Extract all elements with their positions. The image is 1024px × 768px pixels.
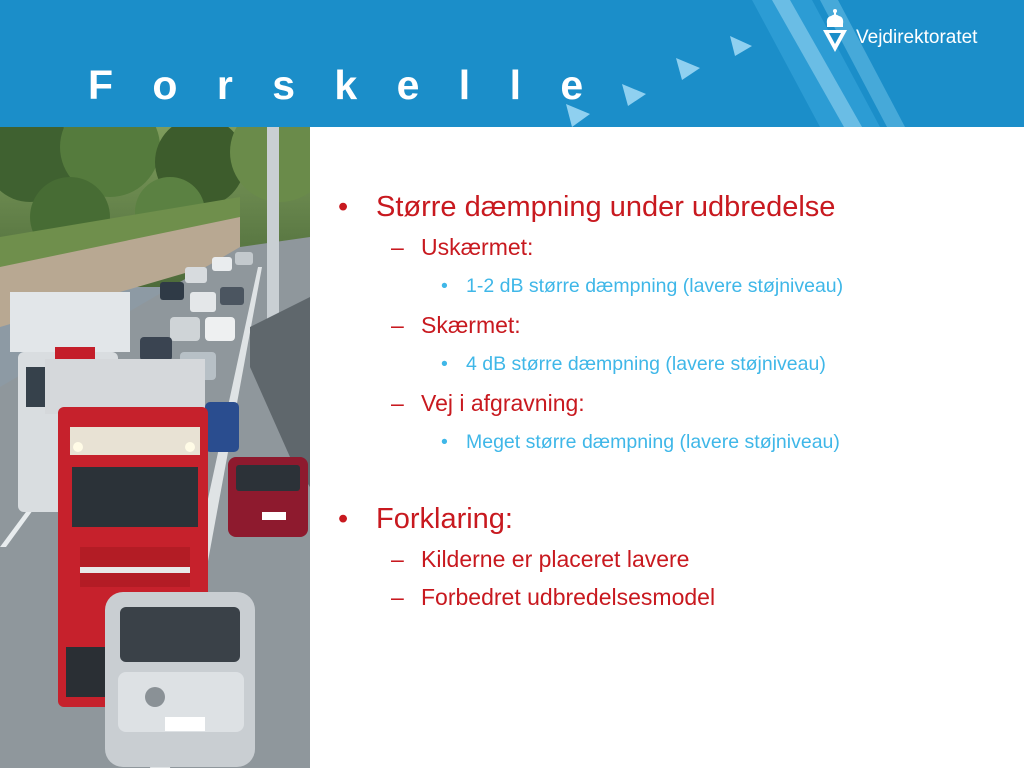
bullet-marker: • [441, 275, 448, 297]
detail-uskaermet [336, 266, 1016, 306]
dash-marker: – [391, 584, 404, 610]
highway-traffic-photo [0, 127, 310, 768]
sub-bullet-text: Skærmet: [421, 312, 521, 338]
bullet-marker: • [441, 353, 448, 375]
dash-marker: – [391, 234, 404, 260]
detail-text: 4 dB større dæmpning (lavere støjniveau) [466, 353, 826, 375]
logo-text: Vejdirektoratet [856, 27, 978, 48]
detail-skaermet [336, 344, 1016, 384]
bullet-marker: • [338, 191, 349, 223]
crown-shield-icon [820, 8, 850, 54]
sub-bullet-skaermet [336, 306, 1016, 344]
dash-marker: – [391, 390, 404, 416]
bullet-marker: • [338, 503, 349, 535]
sub-bullet-text: Kilderne er placeret lavere [421, 546, 690, 572]
sub-bullet-text: Vej i afgravning: [421, 390, 585, 416]
detail-text: 1-2 dB større dæmpning (lavere støjniveau) [466, 275, 844, 297]
page-title: F o r s k e l l e [88, 62, 598, 108]
sub-bullet-text: Uskærmet: [421, 234, 534, 260]
spacer [336, 462, 1016, 498]
sub-bullet-uskaermet [336, 228, 1016, 266]
vejdirektoratet-logo [820, 8, 1016, 54]
slide-content [336, 186, 1016, 616]
bullet-stoerre-daempning [336, 186, 1016, 228]
sub-bullet-text: Forbedret udbredelsesmodel [421, 584, 716, 610]
slide-header [0, 0, 1024, 127]
dash-marker: – [391, 546, 404, 572]
bullet-forklaring [336, 498, 1016, 540]
bullet-marker: • [441, 431, 448, 453]
sub-bullet-forbedret [336, 578, 1016, 616]
bullet-text: Forklaring: [376, 503, 513, 535]
sub-bullet-afgravning [336, 384, 1016, 422]
bullet-text: Større dæmpning under udbredelse [376, 191, 836, 223]
sub-bullet-kilderne [336, 540, 1016, 578]
detail-afgravning [336, 422, 1016, 462]
dash-marker: – [391, 312, 404, 338]
detail-text: Meget større dæmpning (lavere støjniveau) [466, 431, 840, 453]
